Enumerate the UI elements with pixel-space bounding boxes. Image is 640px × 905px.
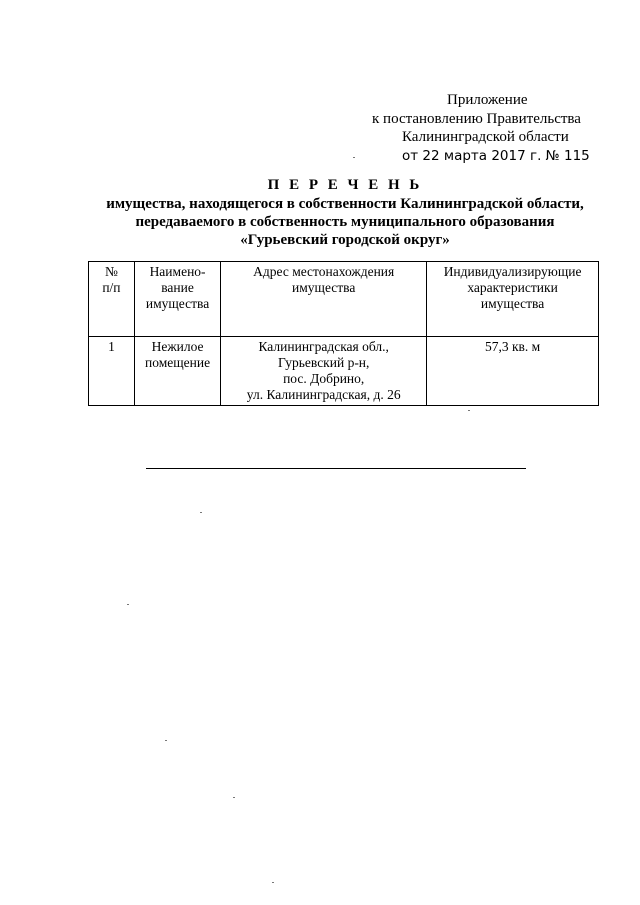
subtitle-line-2: передаваемого в собственность муниципального образования (135, 214, 555, 230)
table-header-row (89, 262, 599, 337)
scan-speck (127, 604, 129, 605)
cell-number: 1 (89, 337, 135, 406)
cell-address: Калининградская обл., Гурьевский р-н, пос. Добрино, ул. Калининградская, д. 26 (221, 337, 427, 406)
header-name: Наимено- вание имущества (134, 262, 220, 337)
subtitle-line-3: «Гурьевский городской округ» (240, 232, 450, 248)
header-address: Адрес местонахождения имущества (221, 262, 427, 337)
annex-line-4: от 22 марта 2017 г. № 115 (402, 147, 590, 164)
subtitle-line-1: имущества, находящегося в собственности Калининградской области, (106, 196, 584, 212)
document-title: П Е Р Е Ч Е Н Ь (267, 177, 423, 193)
annex-line-1: Приложение (447, 92, 528, 108)
scan-speck (468, 410, 470, 411)
cell-name: Нежилое помещение (134, 337, 220, 406)
annex-block (360, 91, 600, 165)
document-subtitle (90, 195, 600, 249)
header-number: № п/п (89, 262, 135, 337)
scan-speck (200, 512, 202, 513)
cell-characteristics: 57,3 кв. м (427, 337, 599, 406)
annex-line-2: к постановлению Правительства (372, 110, 581, 127)
scan-speck (353, 157, 355, 158)
scan-speck (165, 740, 167, 741)
annex-line-3: Калининградской области (402, 129, 569, 145)
header-characteristics: Индивидуализирующие характеристики имущества (427, 262, 599, 337)
property-table (88, 261, 599, 406)
closing-rule (146, 468, 526, 469)
scan-speck (233, 797, 235, 798)
scan-speck (272, 882, 274, 883)
table-row (89, 337, 599, 406)
